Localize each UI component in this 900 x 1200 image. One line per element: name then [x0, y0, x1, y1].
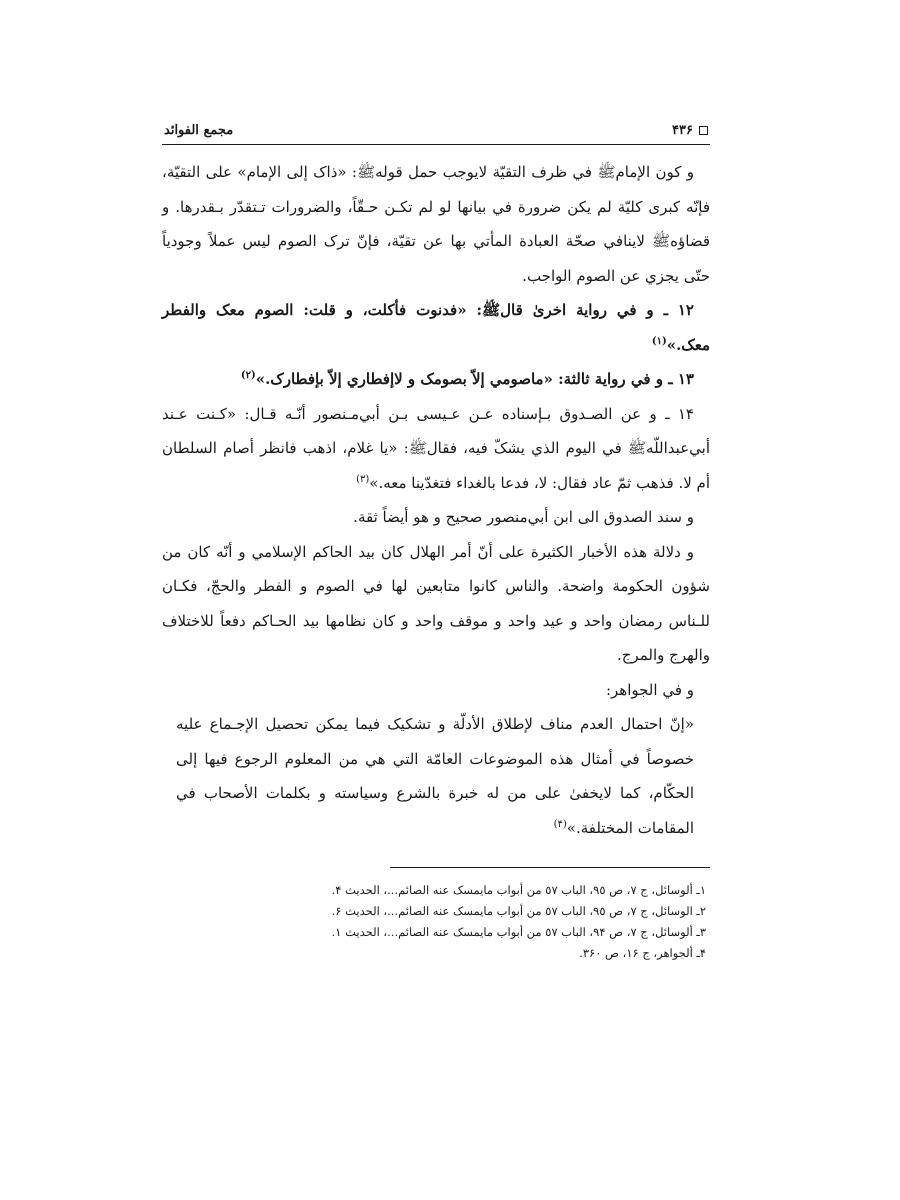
footnote-marker-1: (١) [651, 335, 667, 347]
paragraph-sanad: و سند الصدوق الى ابن أبي‌منصور صحيح و هو أيضاً ثقة. [353, 508, 694, 526]
hadith-12-text: ١٢ ـ و في رواية اخرىٰ قالﷺ: «فدنوت فأكلت، و قلت: الصوم معک والفطر معک.» [162, 301, 710, 354]
footnote-rule [390, 867, 710, 868]
footnote-marker-2: (٢) [240, 370, 256, 381]
footnote-1: ١ـ ألوسائل، ج ٧، ص ٩٥، الباب ٥٧ من أبواب مايمسک عنه الصائم...، الحديث ۴. [331, 883, 706, 897]
hadith-12 [162, 293, 710, 362]
jawahir-quote [162, 707, 710, 845]
hadith-13 [162, 362, 710, 397]
page-number-group [672, 123, 708, 138]
page-number: ۴۳۶ [672, 123, 693, 138]
footnotes [162, 880, 710, 964]
header-rule [162, 144, 710, 145]
paragraph-dalala: و دلالة هذه الأخبار الكثيرة على أنّ أمر الهلال كان بيد الحاكم الإسلامي و أنّه كان من شؤون الحكومة واضحة. والناس كانوا متابعين لها في الصوم و الفطر والحجّ، فكـان للـناس رمضان واحد و عيد واحد و موقف واحد و كان نظامها بيد الحـاكم دفعاً للاختلاف والهرج والمرج. [162, 542, 710, 664]
footnote-3: ٣ـ ألوسائل، ج ٧، ص ٩۴، الباب ٥٧ من أبواب مايمسک عنه الصائم...، الحديث ١. [331, 925, 706, 939]
square-icon [699, 126, 708, 135]
running-header [162, 112, 710, 138]
book-title: مجمع الفوائد [164, 123, 234, 138]
book-page [162, 112, 710, 964]
jawahir-quote-text: «إنّ احتمال العدم مناف لإطلاق الأدلّة و تشكيک فيما يمكن تحصيل الإجـماع عليه خصوصاً في أمثال هذه الموضوعات العامّة التي هي من المعلوم الرجوع فيها إلى الحكّام، كما لايخفىٰ على من له خبرة بالشرع وسياسته و بكلمات الأصحاب في المقامات المختلفة.» [176, 715, 694, 837]
footnote-marker-3: (٣) [356, 473, 370, 485]
body-text [162, 155, 710, 845]
footnote-4: ۴ـ ألجواهر، ج ١۶، ص ٣۶٠. [579, 946, 706, 960]
footnote-marker-4: (۴) [553, 818, 567, 830]
hadith-14-text: ١۴ ـ و عن الصـدوق بـإسناده عـن عـيسى بـن أبي‌مـنصور أنّـه قـال: «كـنت عـند أبي‌عبداللّهﷺ في اليوم الذي يشکّ فيه، فقالﷺ: «يا غلام، اذهب فانظر أصام السلطان أم لا. فذهب ثمّ عاد فقال: لا، فدعا بالغداء فتغدّينا معه.» [162, 404, 710, 492]
hadith-13-text: ١٣ ـ و في رواية ثالثة: «ماصومي إلاّ بصومک و لاإفطاري إلاّ بإفطارک.» [255, 370, 694, 388]
paragraph-jawahir-intro: و في الجواهر: [605, 680, 694, 699]
hadith-14 [162, 397, 710, 501]
paragraph-1: و کون الإمامﷺ في ظرف التقيّة لايوجب حمل قولهﷺ: «ذاک إلى الإمام» على التقيّة، فإنّه كبرى كليّة لم يكن ضرورة في بيانها لو لم تكـن حـقّاً، والضرورات تـتقدّر بـقدرها. و قضاؤهﷺ لاينافي صحّة العبادة المأتي بها عن تقيّة، فإنّ ترک الصوم ليس عملاً وجودياً حتّى يجزي عن الصوم الواجب. [162, 163, 710, 285]
footnote-2: ٢ـ الوسائل، ج ٧، ص ٩٥، الباب ٥٧ من أبواب مايمسک عنه الصائم...، الحديث ۶. [331, 904, 706, 918]
